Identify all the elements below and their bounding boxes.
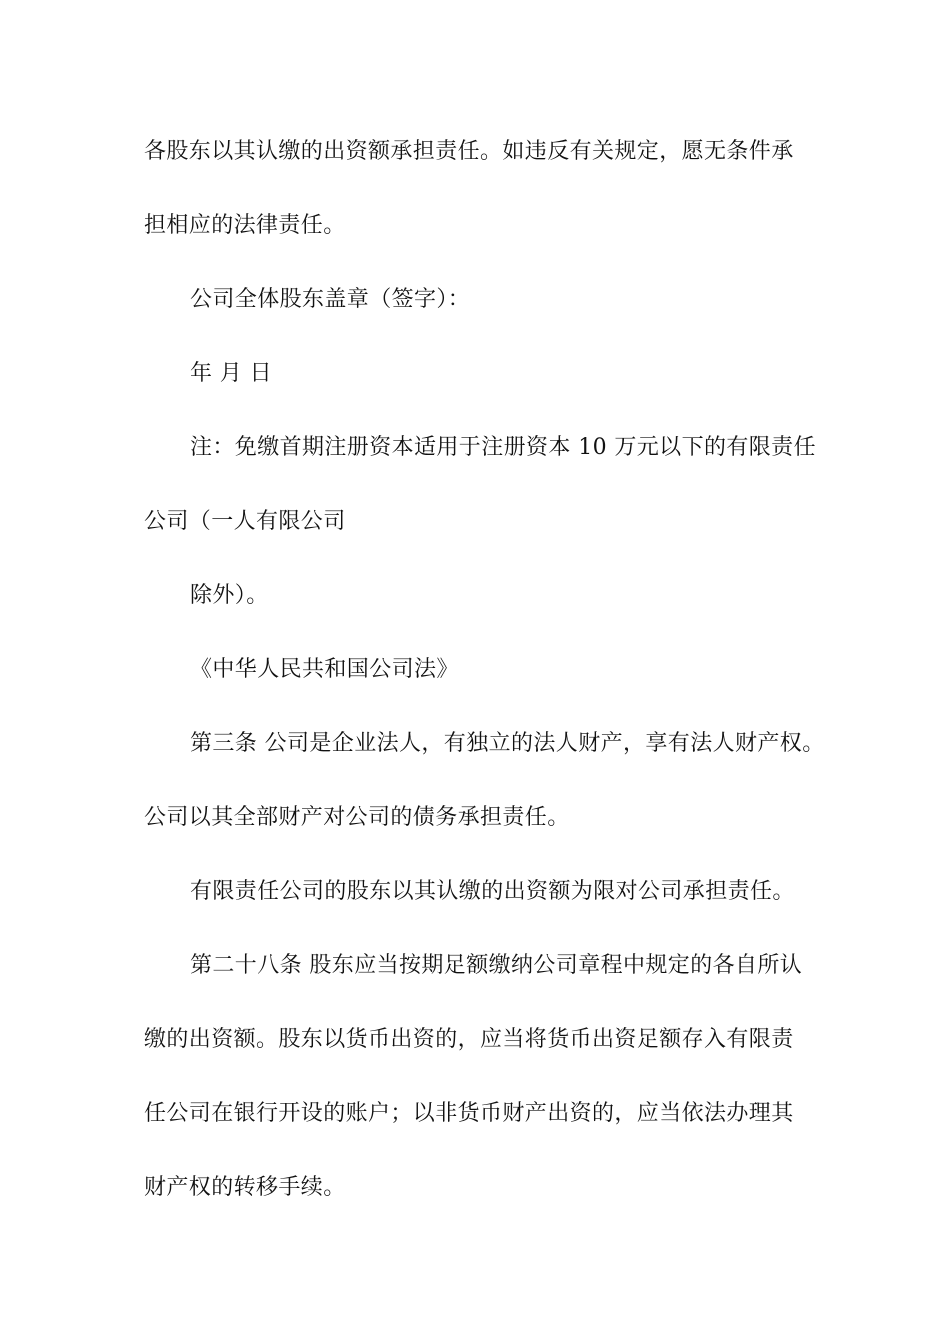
signature-line: 公司全体股东盖章（签字）： [190,287,471,312]
note-line-2: 公司（一人有限公司 [144,509,346,534]
paragraph-line-1: 各股东以其认缴的出资额承担责任。如违反有关规定，愿无条件承 [144,139,794,164]
article-28-line-1: 第二十八条 股东应当按期足额缴纳公司章程中规定的各自所认 [190,953,803,978]
law-title: 《中华人民共和国公司法》 [190,657,459,682]
paragraph-line-2: 担相应的法律责任。 [144,213,346,238]
article-28-line-3: 任公司在银行开设的账户；以非货币财产出资的，应当依法办理其 [144,1101,794,1126]
article-28-line-2: 缴的出资额。股东以货币出资的，应当将货币出资足额存入有限责 [144,1027,794,1052]
article-3-line-3: 有限责任公司的股东以其认缴的出资额为限对公司承担责任。 [190,879,795,904]
article-3-line-2: 公司以其全部财产对公司的债务承担责任。 [144,805,570,830]
date-line: 年 月 日 [190,361,272,386]
note-line-3: 除外）。 [190,583,269,608]
article-3-line-1: 第三条 公司是企业法人，有独立的法人财产，享有法人财产权。 [190,731,825,756]
note-line-1: 注：免缴首期注册资本适用于注册资本 10 万元以下的有限责任 [190,435,816,460]
article-28-line-4: 财产权的转移手续。 [144,1175,346,1200]
